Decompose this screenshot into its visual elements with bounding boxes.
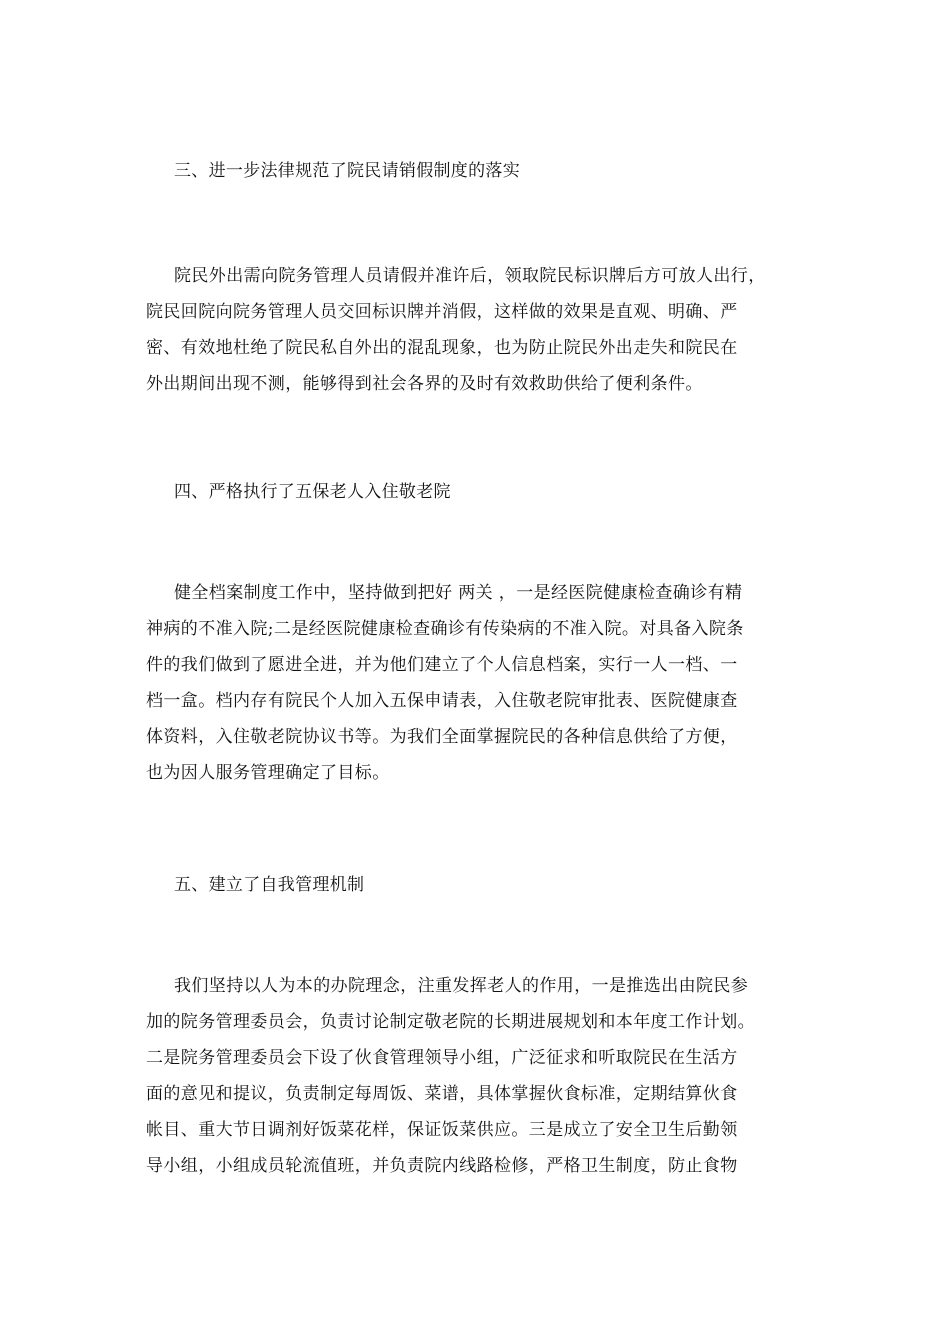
section-heading-4: 四、严格执行了五保老人入住敬老院 xyxy=(174,482,451,502)
paragraph-line: 院民回院向院务管理人员交回标识牌并消假，这样做的效果是直观、明确、严 xyxy=(146,302,738,322)
paragraph-line: 面的意见和提议，负责制定每周饭、菜谱，具体掌握伙食标准，定期结算伙食 xyxy=(146,1084,738,1104)
paragraph-line: 档一盒。档内存有院民个人加入五保申请表，入住敬老院审批表、医院健康查 xyxy=(146,691,738,711)
paragraph-line: 密、有效地杜绝了院民私自外出的混乱现象，也为防止院民外出走失和院民在 xyxy=(146,338,738,358)
paragraph-line: 院民外出需向院务管理人员请假并准许后，领取院民标识牌后方可放人出行， xyxy=(174,266,766,286)
paragraph-line: 导小组，小组成员轮流值班，并负责院内线路检修，严格卫生制度，防止食物 xyxy=(146,1156,738,1176)
paragraph-line: 我们坚持以人为本的办院理念，注重发挥老人的作用，一是推选出由院民参 xyxy=(174,976,749,996)
paragraph-line: 体资料，入住敬老院协议书等。为我们全面掌握院民的各种信息供给了方便， xyxy=(146,727,738,747)
paragraph-line: 加的院务管理委员会，负责讨论制定敬老院的长期进展规划和本年度工作计划。 xyxy=(146,1012,755,1032)
paragraph-line: 外出期间出现不测，能够得到社会各界的及时有效救助供给了便利条件。 xyxy=(146,374,703,394)
paragraph-line: 件的我们做到了愿进全进，并为他们建立了个人信息档案，实行一人一档、一 xyxy=(146,655,738,675)
paragraph-line: 神病的不准入院;二是经医院健康检查确诊有传染病的不准入院。对具备入院条 xyxy=(146,619,744,639)
section-heading-3: 三、进一步法律规范了院民请销假制度的落实 xyxy=(174,161,520,181)
paragraph-line: 二是院务管理委员会下设了伙食管理领导小组，广泛征求和听取院民在生活方 xyxy=(146,1048,738,1068)
paragraph-line: 帐目、重大节日调剂好饭菜花样，保证饭菜供应。三是成立了安全卫生后勤领 xyxy=(146,1120,738,1140)
paragraph-line: 健全档案制度工作中，坚持做到把好 两关 ，一是经医院健康检查确诊有精 xyxy=(174,583,743,603)
paragraph-line: 也为因人服务管理确定了目标。 xyxy=(146,763,390,783)
section-heading-5: 五、建立了自我管理机制 xyxy=(174,875,365,895)
